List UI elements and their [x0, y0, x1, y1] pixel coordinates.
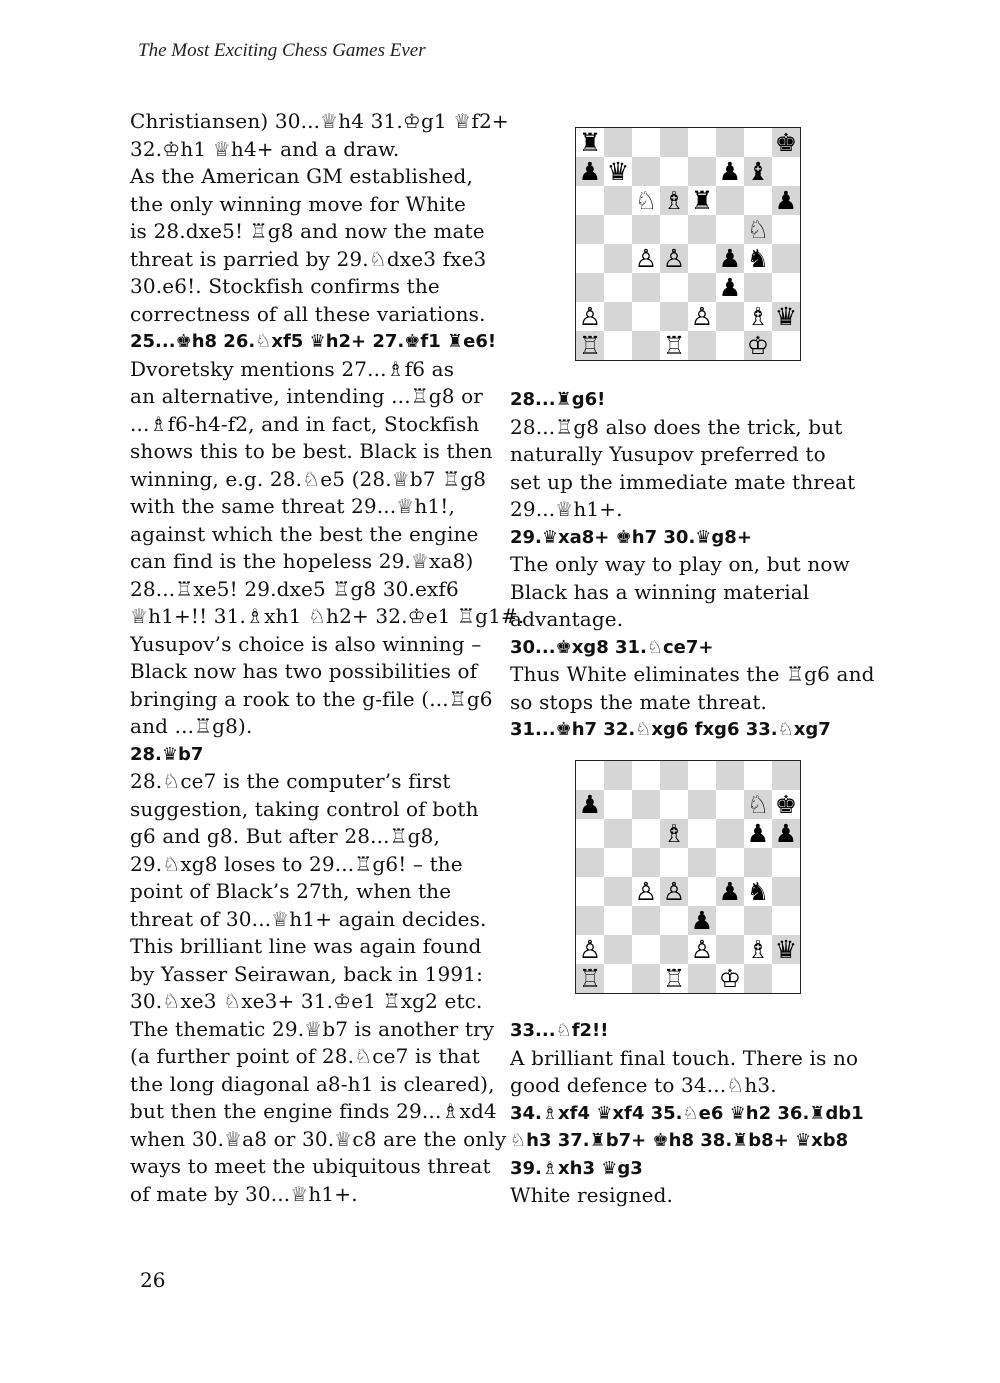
text-line: Thus White eliminates the ♖g6 and [510, 662, 875, 686]
text-line: This brilliant line was again found [130, 934, 482, 958]
text-line: A brilliant final touch. There is no [510, 1045, 859, 1070]
board-square [716, 906, 744, 935]
board-square [660, 215, 688, 244]
board-square [772, 935, 800, 964]
black-rook-icon: ♜ [690, 186, 714, 215]
board-square [576, 128, 604, 157]
black-king-icon: ♚ [774, 128, 798, 157]
board-square [632, 186, 660, 215]
chess-diagram-2 [575, 760, 801, 994]
board-square [716, 935, 744, 964]
black-pawn-icon: ♟ [718, 244, 742, 273]
board-square [604, 215, 632, 244]
white-bishop-icon: ♗ [662, 186, 686, 215]
board-square [716, 128, 744, 157]
text-line: 29.♘xg8 loses to 29...♖g6! – the [130, 851, 463, 876]
board-square [660, 331, 688, 360]
text-line: ...♗f6-h4-f2, and in fact, Stockfish [130, 411, 480, 436]
board-square [604, 186, 632, 215]
black-pawn-icon: ♟ [718, 273, 742, 302]
board-square [660, 761, 688, 790]
board-square [632, 215, 660, 244]
left-column [130, 108, 525, 1208]
board-square [632, 848, 660, 877]
board-square [660, 302, 688, 331]
text-line: with the same threat 29...♕h1!, [130, 494, 455, 518]
board-square [744, 273, 772, 302]
board-square [576, 790, 604, 819]
board-square [660, 273, 688, 302]
move-line: 39.♗xh3 ♛g3 [510, 1157, 643, 1179]
white-knight-icon: ♘ [634, 186, 658, 215]
right-column-top [510, 386, 875, 744]
board-square [688, 128, 716, 157]
text-line: Christiansen) 30...♕h4 31.♔g1 ♕f2+ [130, 109, 509, 133]
white-rook-icon: ♖ [662, 331, 686, 360]
board-square [604, 964, 632, 993]
board-square [688, 331, 716, 360]
board-square [576, 215, 604, 244]
black-queen-icon: ♛ [606, 157, 630, 186]
move-line: 29.♛xa8+ ♚h7 30.♛g8+ [510, 526, 752, 548]
board-square [632, 302, 660, 331]
board-square [688, 157, 716, 186]
board-square [716, 964, 744, 993]
board-square [772, 906, 800, 935]
board-square [604, 331, 632, 360]
black-knight-icon: ♞ [746, 244, 770, 273]
board-square [632, 273, 660, 302]
board-square [772, 215, 800, 244]
board-square [604, 128, 632, 157]
text-line: by Yasser Seirawan, back in 1991: [130, 961, 483, 986]
text-line: winning, e.g. 28.♘e5 (28.♕b7 ♖g8 [130, 466, 487, 491]
board-square [576, 761, 604, 790]
board-square [744, 331, 772, 360]
board-square [604, 906, 632, 935]
text-line: and ...♖g8). [130, 714, 253, 738]
board-square [604, 790, 632, 819]
move-line: 34.♗xf4 ♛xf4 35.♘e6 ♛h2 36.♜db1 [510, 1102, 864, 1124]
white-pawn-icon: ♙ [662, 244, 686, 273]
board-square [688, 877, 716, 906]
board-square [604, 273, 632, 302]
white-king-icon: ♔ [718, 964, 742, 993]
board-square [576, 935, 604, 964]
board-square [688, 906, 716, 935]
black-rook-icon: ♜ [578, 128, 602, 157]
board-square [744, 935, 772, 964]
board-square [632, 244, 660, 273]
white-bishop-icon: ♗ [662, 819, 686, 848]
text-line: Yusupov’s choice is also winning – [130, 631, 482, 656]
board-square [772, 331, 800, 360]
text-line: 30.e6!. Stockfish confirms the [130, 274, 440, 298]
white-pawn-icon: ♙ [690, 935, 714, 964]
board-square [660, 819, 688, 848]
right-column-bottom [510, 1017, 865, 1210]
text-line: Black has a winning material [510, 579, 810, 604]
move-line: 31...♚h7 32.♘xg6 fxg6 33.♘xg7 [510, 719, 831, 740]
board-square [576, 819, 604, 848]
board-square [632, 157, 660, 186]
board-square [576, 964, 604, 993]
board-square [688, 244, 716, 273]
text-line: (a further point of 28.♘ce7 is that [130, 1044, 480, 1068]
board-square [772, 964, 800, 993]
board-square [576, 848, 604, 877]
board-square [716, 761, 744, 790]
move-line: 33...♘f2!! [510, 1020, 609, 1041]
text-line: bringing a rook to the g-file (...♖g6 [130, 686, 493, 711]
board-square [744, 302, 772, 331]
board-square [744, 790, 772, 819]
board-square [660, 964, 688, 993]
board-square [604, 244, 632, 273]
black-queen-icon: ♛ [774, 302, 798, 331]
board-square [604, 302, 632, 331]
chess-diagram-1 [575, 127, 801, 361]
text-line: 28...♖g8 also does the trick, but [510, 414, 843, 439]
text-line: good defence to 34...♘h3. [510, 1073, 777, 1097]
board-square [688, 761, 716, 790]
text-line: suggestion, taking control of both [130, 796, 479, 821]
board-square [576, 157, 604, 186]
board-square [772, 157, 800, 186]
board-square [660, 186, 688, 215]
board-square [744, 848, 772, 877]
board-square [688, 215, 716, 244]
board-square [772, 302, 800, 331]
board-square [632, 877, 660, 906]
board-square [688, 186, 716, 215]
board-square [716, 273, 744, 302]
text-line: White resigned. [510, 1183, 674, 1207]
move-line: ♘h3 37.♜b7+ ♚h8 38.♜b8+ ♛xb8 [510, 1130, 849, 1151]
board-square [744, 157, 772, 186]
board-square [744, 761, 772, 790]
text-line: threat of 30...♕h1+ again decides. [130, 906, 487, 931]
board-square [772, 848, 800, 877]
black-pawn-icon: ♟ [774, 819, 798, 848]
board-square [576, 331, 604, 360]
board-square [716, 848, 744, 877]
board-square [772, 819, 800, 848]
text-line: of mate by 30...♕h1+. [130, 1181, 358, 1206]
board-square [772, 877, 800, 906]
board-square [660, 906, 688, 935]
text-line: an alternative, intending ...♖g8 or [130, 384, 484, 408]
text-line: but then the engine finds 29...♗xd4 [130, 1099, 497, 1123]
white-rook-icon: ♖ [662, 964, 686, 993]
board-square [660, 790, 688, 819]
white-pawn-icon: ♙ [634, 877, 658, 906]
black-pawn-icon: ♟ [578, 157, 602, 186]
board-square [744, 906, 772, 935]
text-line: when 30.♕a8 or 30.♕c8 are the only [130, 1126, 507, 1151]
white-pawn-icon: ♙ [578, 935, 602, 964]
white-pawn-icon: ♙ [634, 244, 658, 273]
board-square [716, 302, 744, 331]
text-line: ♕h1+!! 31.♗xh1 ♘h2+ 32.♔e1 ♖g1#. [130, 604, 525, 628]
board-square [604, 877, 632, 906]
board-square [772, 790, 800, 819]
board-square [632, 964, 660, 993]
move-line: 28...♜g6! [510, 389, 606, 410]
move-line: 25...♚h8 26.♘xf5 ♛h2+ 27.♚f1 ♜e6! [130, 331, 497, 352]
text-line: 28...♖xe5! 29.dxe5 ♖g8 30.exf6 [130, 576, 459, 601]
text-line: advantage. [510, 607, 624, 631]
board-square [604, 935, 632, 964]
board-square [716, 819, 744, 848]
board-square [604, 157, 632, 186]
board-square [716, 215, 744, 244]
board-square [660, 157, 688, 186]
board-square [576, 244, 604, 273]
text-line: can find is the hopeless 29.♕xa8) [130, 549, 474, 573]
board-square [772, 244, 800, 273]
black-queen-icon: ♛ [774, 935, 798, 964]
board-square [632, 128, 660, 157]
board-square [576, 302, 604, 331]
black-pawn-icon: ♟ [718, 877, 742, 906]
white-rook-icon: ♖ [578, 331, 602, 360]
board-square [660, 128, 688, 157]
board-square [604, 819, 632, 848]
running-head: The Most Exciting Chess Games Ever [138, 40, 426, 61]
text-line: shows this to be best. Black is then [130, 439, 493, 463]
text-line: 32.♔h1 ♕h4+ and a draw. [130, 136, 400, 161]
board-square [716, 244, 744, 273]
white-pawn-icon: ♙ [662, 877, 686, 906]
text-line: 28.♘ce7 is the computer’s first [130, 769, 451, 793]
move-line: 30...♚xg8 31.♘ce7+ [510, 636, 714, 658]
board-square [660, 935, 688, 964]
white-bishop-icon: ♗ [746, 935, 770, 964]
board-square [772, 761, 800, 790]
board-square [660, 877, 688, 906]
text-line: The thematic 29.♕b7 is another try [130, 1016, 495, 1041]
text-line: 30.♘xe3 ♘xe3+ 31.♔e1 ♖xg2 etc. [130, 989, 483, 1013]
text-line: naturally Yusupov preferred to [510, 442, 826, 466]
board-square [688, 273, 716, 302]
text-line: so stops the mate threat. [510, 689, 768, 714]
board-square [632, 906, 660, 935]
black-knight-icon: ♞ [746, 877, 770, 906]
board-square [576, 877, 604, 906]
board-square [688, 302, 716, 331]
black-pawn-icon: ♟ [690, 906, 714, 935]
page-number: 26 [140, 1268, 166, 1292]
text-line: 29...♕h1+. [510, 497, 623, 521]
board-square [744, 215, 772, 244]
text-line: against which the best the engine [130, 521, 479, 546]
black-pawn-icon: ♟ [578, 790, 602, 819]
white-pawn-icon: ♙ [578, 302, 602, 331]
board-square [632, 935, 660, 964]
black-bishop-icon: ♝ [746, 157, 770, 186]
white-king-icon: ♔ [746, 331, 770, 360]
text-line: the long diagonal a8-h1 is cleared), [130, 1071, 495, 1096]
board-square [688, 935, 716, 964]
board-square [744, 964, 772, 993]
board-square [716, 331, 744, 360]
board-square [716, 877, 744, 906]
text-line: is 28.dxe5! ♖g8 and now the mate [130, 219, 485, 243]
board-square [632, 761, 660, 790]
board-square [660, 848, 688, 877]
board-square [688, 848, 716, 877]
board-square [716, 790, 744, 819]
text-line: ways to meet the ubiquitous threat [130, 1154, 491, 1178]
board-square [744, 186, 772, 215]
board-square [772, 186, 800, 215]
black-king-icon: ♚ [774, 790, 798, 819]
move-line: 28.♛b7 [130, 743, 204, 765]
board-square [576, 906, 604, 935]
board-square [772, 273, 800, 302]
board-square [716, 157, 744, 186]
board-square [688, 964, 716, 993]
white-rook-icon: ♖ [578, 964, 602, 993]
board-square [688, 819, 716, 848]
board-square [604, 761, 632, 790]
text-line: point of Black’s 27th, when the [130, 879, 452, 903]
board-square [772, 128, 800, 157]
white-bishop-icon: ♗ [746, 302, 770, 331]
board-square [604, 848, 632, 877]
board-square [688, 790, 716, 819]
board-square [716, 186, 744, 215]
black-pawn-icon: ♟ [746, 819, 770, 848]
text-line: Black now has two possibilities of [130, 659, 478, 683]
text-line: correctness of all these variations. [130, 301, 486, 326]
board-square [576, 273, 604, 302]
board-square [744, 244, 772, 273]
board-square [744, 128, 772, 157]
text-line: threat is parried by 29.♘dxe3 fxe3 [130, 246, 487, 271]
text-line: The only way to play on, but now [510, 552, 850, 576]
text-line: g6 and g8. But after 28...♖g8, [130, 824, 441, 848]
board-square [632, 819, 660, 848]
board-square [744, 877, 772, 906]
board-square [632, 331, 660, 360]
text-line: As the American GM established, [130, 164, 473, 188]
white-knight-icon: ♘ [746, 215, 770, 244]
text-line: set up the immediate mate threat [510, 469, 856, 494]
white-pawn-icon: ♙ [690, 302, 714, 331]
board-square [744, 819, 772, 848]
board-square [632, 790, 660, 819]
white-knight-icon: ♘ [746, 790, 770, 819]
text-line: the only winning move for White [130, 191, 467, 216]
board-square [660, 244, 688, 273]
text-line: Dvoretsky mentions 27...♗f6 as [130, 356, 455, 381]
black-pawn-icon: ♟ [774, 186, 798, 215]
black-pawn-icon: ♟ [718, 157, 742, 186]
board-square [576, 186, 604, 215]
